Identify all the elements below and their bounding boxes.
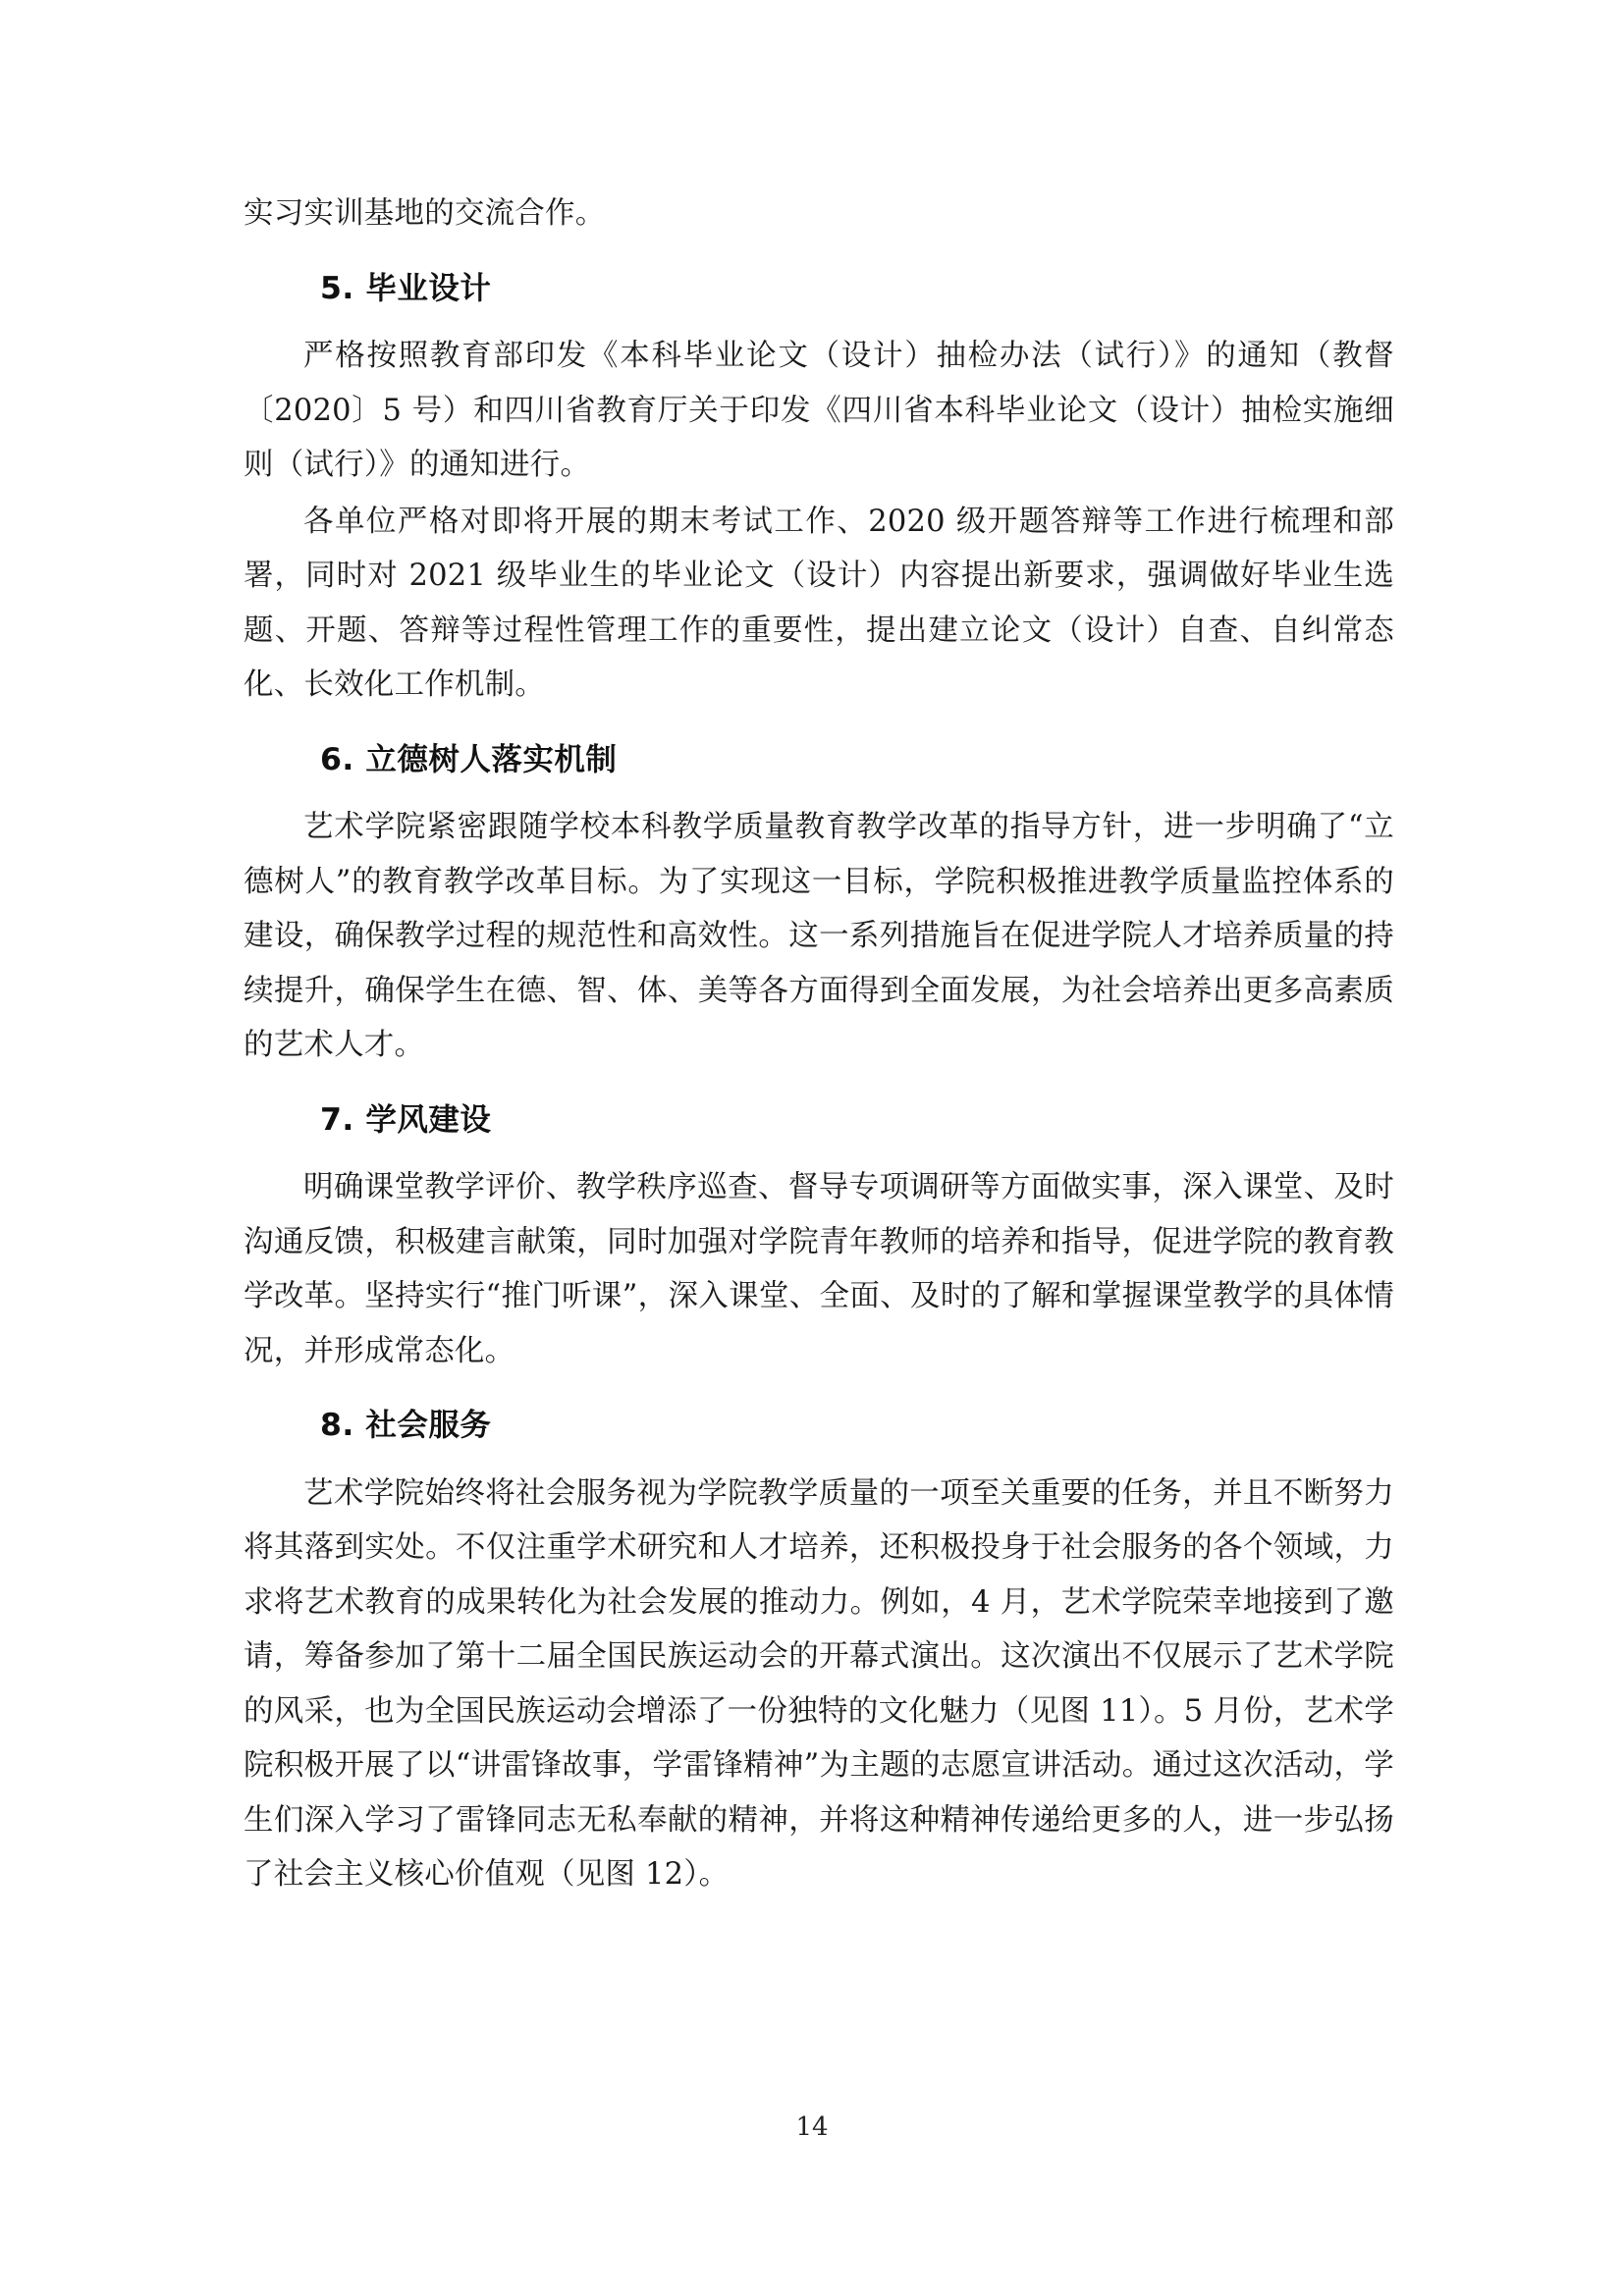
paragraph-graduation-design-2: 各单位严格对即将开展的期末考试工作、2020 级开题答辩等工作进行梳理和部署，同时对 2021 级毕业生的毕业论文（设计）内容提出新要求，强调做好毕业生选题、开题、答辩等过程性管理工作的重要性，提出建立论文（设计）自查、自纠常态化、长效化工作机制。 — [244, 504, 1394, 703]
paragraph-study-style-1: 明确课堂教学评价、教学秩序巡查、督导专项调研等方面做实事，深入课堂、及时沟通反馈，积极建言献策，同时加强对学院青年教师的培养和指导，促进学院的教育教学改革。坚持实行“推门听课”，深入课堂、全面、及时的了解和掌握课堂教学的具体情况，并形成常态化。 — [244, 1170, 1394, 1368]
page-number: 14 — [795, 2112, 829, 2142]
document-body — [244, 187, 1394, 1904]
section-heading-moral-education: 6. 立德树人落实机制 — [320, 741, 618, 777]
paragraph-moral-education-1: 艺术学院紧密跟随学校本科教学质量教育教学改革的指导方针，进一步明确了“立德树人”的教育教学改革目标。为了实现这一目标，学院积极推进教学质量监控体系的建设，确保教学过程的规范性和高效性。这一系列措施旨在促进学院人才培养质量的持续提升，确保学生在德、智、体、美等各方面得到全面发展，为社会培养出更多高素质的艺术人才。 — [244, 810, 1394, 1063]
paragraph-graduation-design-1: 严格按照教育部印发《本科毕业论文（设计）抽检办法（试行）》的通知（教督〔2020〕5 号）和四川省教育厅关于印发《四川省本科毕业论文（设计）抽检实施细则（试行）》的通知进行。 — [244, 339, 1394, 483]
section-heading-graduation-design: 5. 毕业设计 — [320, 270, 492, 306]
section-heading-social-service: 8. 社会服务 — [320, 1408, 492, 1444]
paragraph-continuation: 实习实训基地的交流合作。 — [244, 196, 606, 231]
paragraph-social-service-1: 艺术学院始终将社会服务视为学院教学质量的一项至关重要的任务，并且不断努力将其落到实处。不仅注重学术研究和人才培养，还积极投身于社会服务的各个领域，力求将艺术教育的成果转化为社会发展的推动力。例如，4 月，艺术学院荣幸地接到了邀请，筹备参加了第十二届全国民族运动会的开幕式演出。这次演出不仅展示了艺术学院的风采，也为全国民族运动会增添了一份独特的文化魅力（见图 11）。5 月份，艺术学院积极开展了以“讲雷锋故事，学雷锋精神”为主题的志愿宣讲活动。通过这次活动，学生们深入学习了雷锋同志无私奉献的精神，并将这种精神传递给更多的人，进一步弘扬了社会主义核心价值观（见图 12）。 — [244, 1475, 1394, 1893]
section-heading-study-style: 7. 学风建设 — [320, 1101, 492, 1138]
